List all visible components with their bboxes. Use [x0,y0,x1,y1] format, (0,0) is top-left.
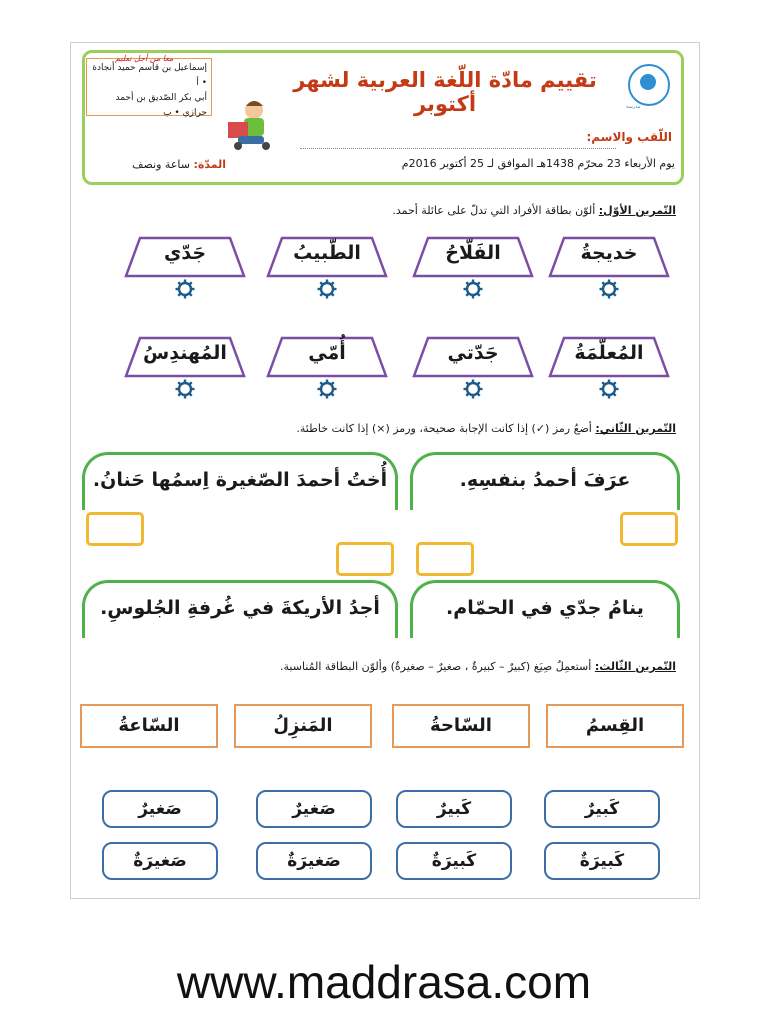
gear-icon[interactable] [462,278,484,300]
sentence-4: أجدُ الأريكةَ في غُرفةِ الجُلوسِ. [100,597,380,619]
family-card[interactable] [266,236,388,278]
exercise-1-title: التّمرين الأوّل: [598,204,676,217]
adjective-card[interactable]: كَبيرٌ [544,790,660,828]
exercise-3-heading [76,660,676,673]
gear-icon[interactable] [174,378,196,400]
adjective-card[interactable]: صَغيرٌ [256,790,372,828]
family-card[interactable] [124,236,246,278]
answer-box-4[interactable] [336,542,394,576]
gear-icon[interactable] [316,378,338,400]
name-field[interactable] [300,148,616,149]
gear-icon[interactable] [316,278,338,300]
family-card-label: الفَلّاحُ [445,242,501,264]
teacher-2: أبي بكر الصّديق بن أحمد حرازي • ب [115,93,207,118]
exercise-2-title: التّمرين الثّاني: [595,422,676,435]
adjective-card[interactable]: كَبيرَةٌ [544,842,660,880]
teacher-1: إسماعيل بن قاسم حميد أنجادة • أ [92,63,207,88]
noun-box: السّاحةُ [392,704,530,748]
exercise-3-instruction: أستعمِلُ صِيَغ (كبيرٌ – كبيرةٌ ، صغيرٌ – صغيرةٌ) وألوّن البطاقة المُناسبة. [280,660,592,673]
exercise-2-instruction: أضعُ رمز (✓) إذا كانت الإجابة صحيحة، ورمز (×) إذا كانت خاطئة. [296,422,592,435]
exercise-1-heading [76,204,676,217]
family-card-label: جَدّتي [447,342,499,364]
sentence-2: أُختُ أحمدَ الصّغيرة اِسمُها حَنانُ. [92,469,388,491]
family-card[interactable] [548,236,670,278]
sentence-3: ينامُ جدّي في الحمّام. [446,597,644,619]
noun-box: المَنزِلُ [234,704,372,748]
reading-child-icon [218,96,274,152]
teachers-box [86,54,212,118]
noun-box: القِسمُ [546,704,684,748]
date-line: يوم الأربعاء 23 محرّم 1438هـ الموافق لـ 25 أكتوبر 2016م [401,157,675,170]
sentence-card-1 [410,452,680,510]
adjective-card[interactable]: كَبيرٌ [396,790,512,828]
family-card-label: الطّبيبُ [293,242,361,264]
sentence-card-3 [410,580,680,638]
family-card[interactable] [412,336,534,378]
family-card[interactable] [266,336,388,378]
adjective-card[interactable]: صَغيرَةٌ [256,842,372,880]
family-card-label: جَدّي [163,242,207,264]
family-card[interactable] [548,336,670,378]
logo-caption: مدرسة [626,104,641,110]
family-card-label: خديجةُ [580,242,638,264]
website-url: www.maddrasa.com [176,956,592,1008]
family-card-label: أُمّي [308,342,346,364]
answer-box-2[interactable] [86,512,144,546]
adjective-card[interactable]: صَغيرَةٌ [102,842,218,880]
sentence-card-2 [82,452,398,510]
gear-icon[interactable] [462,378,484,400]
name-label: اللّقب والاسم: [586,130,672,144]
answer-box-3[interactable] [416,542,474,576]
duration-value: ساعة ونصف [132,158,190,171]
answer-box-1[interactable] [620,512,678,546]
family-card[interactable] [124,336,246,378]
sentence-1: عرَفَ أحمدُ بنفسِهِ. [459,469,631,491]
sentence-card-4 [82,580,398,638]
family-card-label: المُهندِسُ [143,342,227,364]
handwritten-note: معا من أجل تعليم [115,54,174,63]
duration-label: المدّة: [193,158,226,171]
noun-box: السّاعةُ [80,704,218,748]
adjective-card[interactable]: صَغيرٌ [102,790,218,828]
duration [96,158,226,171]
school-logo-icon [628,64,670,106]
family-card[interactable] [412,236,534,278]
gear-icon[interactable] [598,378,620,400]
family-card-label: المُعلّمَةُ [574,342,644,364]
page-title: تقييم مادّة اللّغة العربية لشهر أكتوبر [293,68,597,116]
gear-icon[interactable] [598,278,620,300]
exercise-3-title: التّمرين الثّالث: [594,660,676,673]
exercise-1-instruction: ألوّن بطاقة الأفراد التي تدلّ على عائلة أحمد. [392,204,596,217]
exercise-2-heading [76,422,676,435]
gear-icon[interactable] [174,278,196,300]
adjective-card[interactable]: كَبيرَةٌ [396,842,512,880]
